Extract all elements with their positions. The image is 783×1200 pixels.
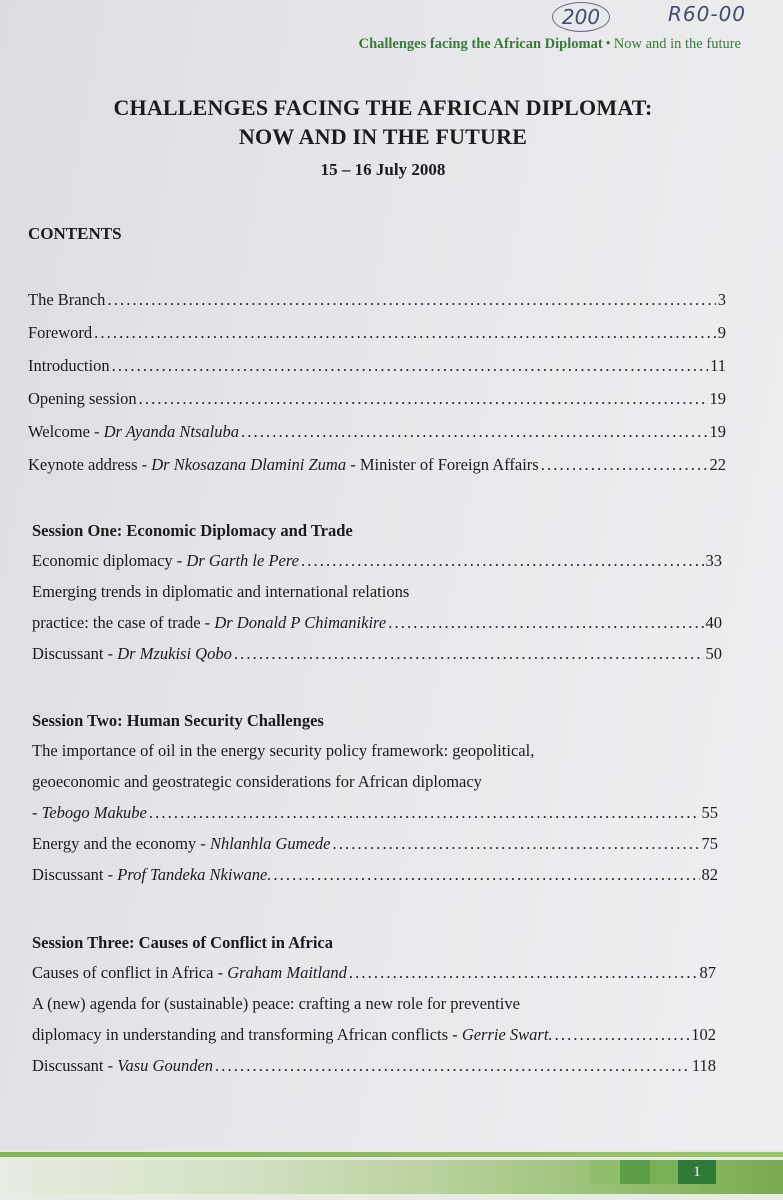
leader-dots <box>107 289 715 311</box>
toc-entry <box>32 802 718 833</box>
toc-entry <box>32 833 718 864</box>
title-line-1: CHALLENGES FACING THE AFRICAN DIPLOMAT: <box>113 95 653 120</box>
toc-entry-title: Discussant - <box>32 865 118 884</box>
toc-entry <box>32 864 718 895</box>
toc-page-number: 102 <box>691 1025 716 1044</box>
leader-dots <box>541 454 708 476</box>
leader-dots <box>234 643 704 665</box>
toc-entry-title: - <box>32 803 42 822</box>
toc-entry-title-line: The importance of oil in the energy security policy framework: geopolitical, <box>32 741 535 760</box>
toc-entry <box>32 612 722 643</box>
toc-entry-label <box>32 962 347 984</box>
toc-entry <box>32 962 716 993</box>
leader-dots <box>112 355 709 377</box>
toc-entry-title: Energy and the economy - <box>32 834 210 853</box>
toc-entry-label <box>28 421 239 443</box>
leader-dots <box>349 962 698 984</box>
toc-page-number: 3 <box>717 290 726 309</box>
leader-dots <box>555 1024 690 1046</box>
toc-page-number: 82 <box>701 865 718 884</box>
leader-dots <box>388 612 703 634</box>
toc-page-number: 22 <box>709 455 726 474</box>
toc-entry-label <box>32 643 232 665</box>
toc-session-two <box>32 710 718 895</box>
toc-entry-opening-session <box>28 388 726 421</box>
toc-entry-title: Welcome - <box>28 422 104 441</box>
session-heading: Session Three: Causes of Conflict in Africa <box>32 933 333 952</box>
toc-entry-the-branch <box>28 289 726 322</box>
toc-entry-author: Dr Donald P Chimanikire <box>214 613 387 632</box>
session-heading: Session One: Economic Diplomacy and Trade <box>32 521 353 540</box>
toc-entry-label <box>32 833 330 855</box>
toc-entry-title: practice: the case of trade - <box>32 613 215 632</box>
toc-session-one <box>32 520 722 674</box>
toc-page-number: 40 <box>705 613 722 632</box>
toc-session-three <box>32 932 716 1086</box>
event-date: 15 – 16 July 2008 <box>320 160 446 179</box>
toc-entry-keynote <box>28 454 726 487</box>
toc-page-number: 19 <box>709 389 726 408</box>
toc-entry-label: Introduction <box>28 356 110 375</box>
toc-intro-group <box>28 289 726 487</box>
toc-page-number: 118 <box>691 1056 716 1075</box>
leader-dots <box>215 1055 690 1077</box>
toc-entry-title: Keynote address - <box>28 455 152 474</box>
toc-entry-label <box>32 864 271 886</box>
toc-entry-label <box>32 550 299 572</box>
toc-entry <box>32 550 722 581</box>
contents-heading: CONTENTS <box>28 224 122 243</box>
toc-entry-author: Dr Ayanda Ntsaluba <box>103 422 240 441</box>
running-header <box>359 36 741 53</box>
toc-page-number: 55 <box>701 803 718 822</box>
toc-entry-author: Dr Nkosazana Dlamini Zuma <box>151 455 347 474</box>
footer-block <box>590 1160 620 1184</box>
toc-entry-title-line: geoeconomic and geostrategic considerations for African diplomacy <box>32 772 482 791</box>
footer-green-rule <box>0 1152 783 1157</box>
running-header-left: Challenges facing the African Diplomat <box>358 36 603 52</box>
toc-page-number: 9 <box>717 323 726 342</box>
leader-dots <box>149 802 700 824</box>
toc-entry-label: The Branch <box>28 290 106 309</box>
toc-entry-label <box>32 1055 213 1077</box>
toc-entry-welcome <box>28 421 726 454</box>
toc-entry <box>32 643 722 674</box>
toc-entry-author: Dr Garth le Pere <box>186 551 299 570</box>
running-header-right: Now and in the future <box>613 36 741 52</box>
toc-entry-title: Causes of conflict in Africa - <box>32 963 228 982</box>
page-number: 1 <box>678 1160 716 1184</box>
toc-entry-author: Graham Maitland <box>227 963 347 982</box>
toc-entry-title-line: A (new) agenda for (sustainable) peace: crafting a new role for preventive <box>32 994 520 1013</box>
toc-entry-title: Discussant - <box>32 1056 118 1075</box>
toc-entry-title: Discussant - <box>32 644 118 663</box>
footer-color-blocks <box>590 1160 680 1184</box>
leader-dots <box>94 322 716 344</box>
toc-entry-suffix: - Minister of Foreign Affairs <box>346 455 539 474</box>
toc-entry-label: Foreword <box>28 323 93 342</box>
toc-entry-introduction <box>28 355 726 388</box>
toc-entry-author: Nhlanhla Gumede <box>209 834 331 853</box>
toc-entry-label <box>32 802 147 824</box>
handwritten-circled-number: 200 <box>552 2 610 32</box>
toc-page-number: 75 <box>701 834 718 853</box>
leader-dots <box>332 833 699 855</box>
footer-block <box>620 1160 650 1184</box>
toc-page-number: 50 <box>705 644 722 663</box>
toc-page-number: 11 <box>710 356 726 375</box>
title-line-2: NOW AND IN THE FUTURE <box>238 124 528 149</box>
leader-dots <box>301 550 704 572</box>
toc-entry-label <box>32 612 386 634</box>
toc-entry-author: Prof Tandeka Nkiwane. <box>117 865 272 884</box>
toc-page-number: 19 <box>709 422 726 441</box>
running-header-separator: • <box>605 36 611 52</box>
toc-entry-author: Vasu Gounden <box>117 1056 214 1075</box>
toc-entry-author: Tebogo Makube <box>41 803 147 822</box>
toc-entry <box>32 1024 716 1055</box>
toc-entry-author: Gerrie Swart. <box>461 1025 553 1044</box>
toc-entry <box>32 1055 716 1086</box>
leader-dots <box>273 864 699 886</box>
toc-entry-title: diplomacy in understanding and transforming African conflicts - <box>32 1025 462 1044</box>
leader-dots <box>139 388 708 410</box>
toc-entry-label <box>28 454 539 476</box>
session-heading: Session Two: Human Security Challenges <box>32 711 324 730</box>
handwritten-price: R60-00 <box>668 2 747 26</box>
leader-dots <box>241 421 707 443</box>
toc-entry-foreword <box>28 322 726 355</box>
document-title <box>0 93 766 151</box>
toc-entry-label: Opening session <box>28 389 137 408</box>
footer-block <box>650 1160 680 1184</box>
toc-page-number: 87 <box>699 963 716 982</box>
toc-entry-title-line: Emerging trends in diplomatic and international relations <box>32 582 410 601</box>
toc-entry-title: Economic diplomacy - <box>32 551 187 570</box>
toc-page-number: 33 <box>705 551 722 570</box>
toc-entry-label <box>32 1024 553 1046</box>
toc-entry-author: Dr Mzukisi Qobo <box>117 644 232 663</box>
